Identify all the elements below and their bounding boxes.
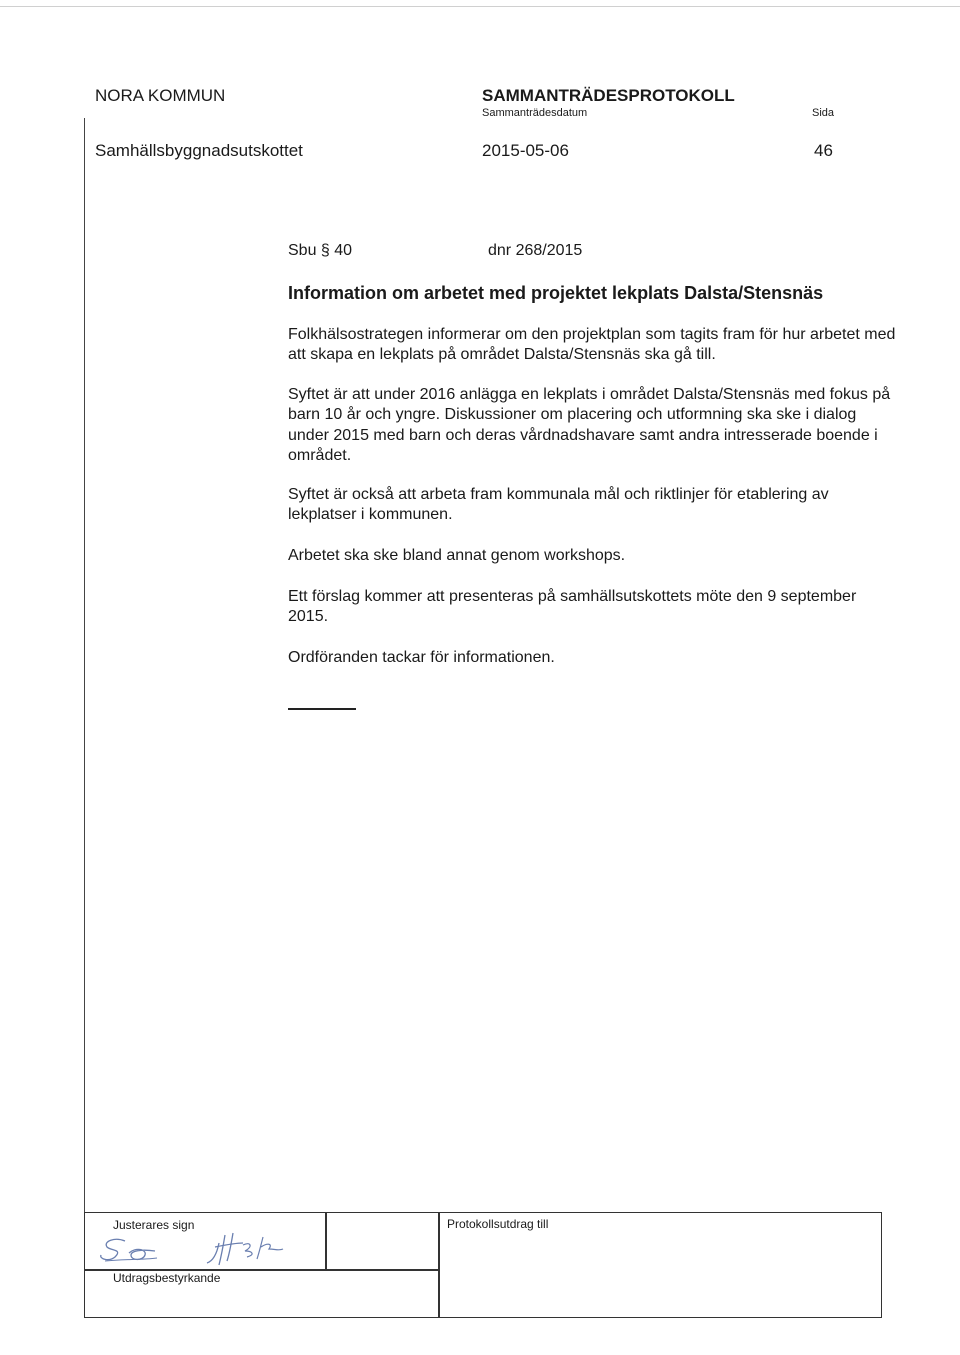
adjuster-signature-initials bbox=[95, 1235, 165, 1267]
extract-certifier-label: Utdragsbestyrkande bbox=[113, 1271, 221, 1285]
extract-to-label: Protokollsutdrag till bbox=[447, 1217, 549, 1231]
body-paragraph: Syftet är också att arbeta fram kommunala mål och riktlinjer för etablering av lekplatser i kommunen. bbox=[288, 486, 829, 524]
page-label: Sida bbox=[812, 107, 835, 119]
body-paragraph: Ordföranden tackar för informationen. bbox=[288, 649, 555, 666]
organization-name: NORA KOMMUN bbox=[95, 86, 226, 105]
committee-name: Samhällsbyggnadsutskottet bbox=[95, 141, 303, 160]
paragraph-number: Sbu § 40 bbox=[288, 242, 353, 259]
registration-number: dnr 268/2015 bbox=[488, 242, 583, 259]
meeting-date: 2015-05-06 bbox=[482, 141, 569, 160]
body-paragraph: Syftet är att under 2016 anlägga en lekplats i området Dalsta/Stensnäs med fokus på barn 10 år och yngre. Diskussioner om placering och utformning ska ske i dialog under 2015 med barn och deras vårdnadshavare samt andra intresserade boende i området. bbox=[288, 386, 891, 464]
top-scan-edge bbox=[0, 6, 960, 7]
item-title: Information om arbetet med projektet lekplats Dalsta/Stensnäs bbox=[288, 283, 824, 303]
adjuster-sign-label: Justerares sign bbox=[113, 1218, 195, 1232]
margin-rule bbox=[84, 118, 85, 1218]
end-of-item-rule bbox=[288, 708, 356, 710]
body-paragraph: Arbetet ska ske bland annat genom workshops. bbox=[288, 547, 626, 564]
box-divider bbox=[438, 1213, 440, 1317]
box-divider bbox=[325, 1213, 327, 1269]
signature-box bbox=[84, 1212, 882, 1318]
document-type: SAMMANTRÄDESPROTOKOLL bbox=[482, 86, 735, 105]
meeting-date-label: Sammanträdesdatum bbox=[482, 107, 588, 119]
body-paragraph: Folkhälsostrategen informerar om den projektplan som tagits fram för hur arbetet med att skapa en lekplats på området Dalsta/Stensnäs ska gå till. bbox=[288, 326, 896, 364]
page-number: 46 bbox=[814, 141, 833, 160]
second-adjuster-signature bbox=[203, 1223, 293, 1269]
body-paragraph: Ett förslag kommer att presenteras på samhällsutskottets möte den 9 september 2015. bbox=[288, 588, 857, 626]
